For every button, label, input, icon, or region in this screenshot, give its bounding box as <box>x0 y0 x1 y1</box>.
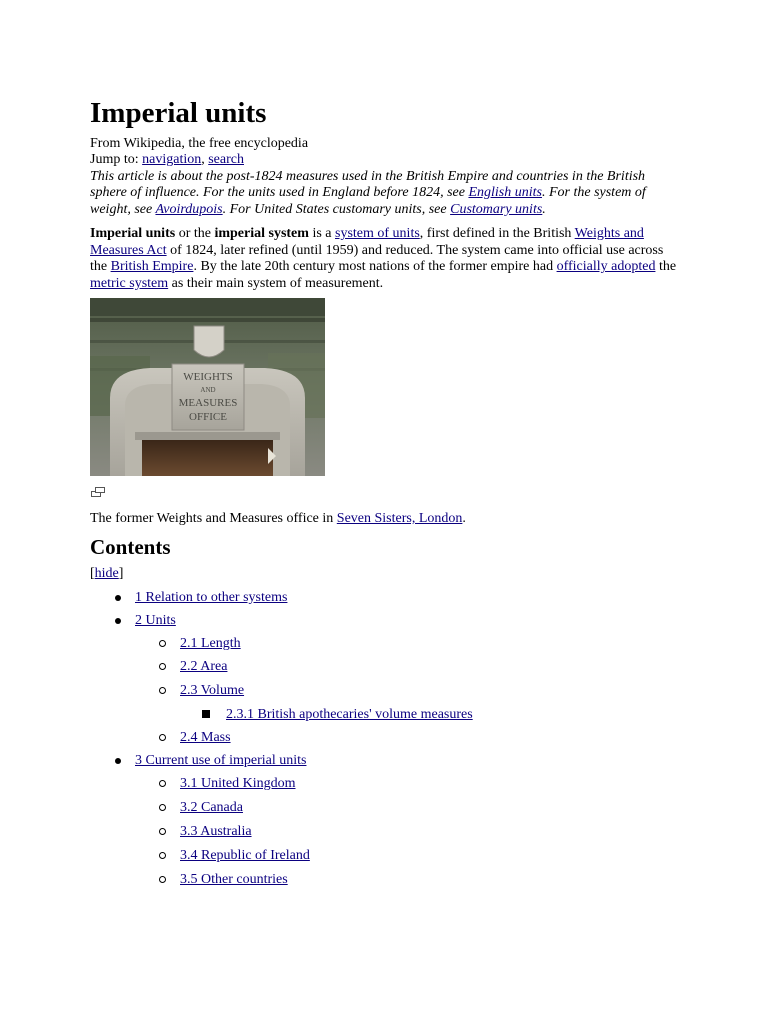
jump-separator: , <box>201 152 209 167</box>
circle-bullet-icon <box>159 780 166 787</box>
toc-item-link[interactable]: 3.5 Other countries <box>180 872 288 887</box>
intro-text-2: is a <box>308 226 335 241</box>
toc-item-link[interactable]: 1 Relation to other systems <box>135 590 288 605</box>
intro-text-7: as their main system of measurement. <box>168 275 384 291</box>
customary-units-link[interactable]: Customary units <box>450 201 543 217</box>
intro-text-1: or the <box>175 226 215 241</box>
disc-bullet-icon <box>115 595 121 601</box>
toc-item-link[interactable]: 3 Current use of imperial units <box>135 753 307 768</box>
circle-bullet-icon <box>159 852 166 859</box>
disc-bullet-icon <box>115 618 121 624</box>
circle-bullet-icon <box>159 640 166 647</box>
contents-toggle <box>90 566 123 583</box>
disc-bullet-icon <box>115 758 121 764</box>
seven-sisters-link[interactable]: Seven Sisters, London <box>336 511 463 526</box>
jump-prefix: Jump to: <box>90 152 143 167</box>
metric-system-link[interactable]: metric system <box>90 275 169 291</box>
circle-bullet-icon <box>159 734 166 741</box>
toc-item-link[interactable]: 2 Units <box>135 613 176 628</box>
hatnote-text-3: . For United States customary units, see <box>222 201 451 217</box>
contents-heading: Contents <box>90 535 171 559</box>
enlarge-icon[interactable] <box>90 486 106 498</box>
hatnote-text-2: . For the system of weight, see <box>90 185 646 217</box>
sign-line-1: WEIGHTS <box>183 371 233 383</box>
jump-links <box>90 152 682 169</box>
english-units-link[interactable]: English units <box>468 185 542 201</box>
hide-contents-link[interactable]: hide <box>94 566 119 581</box>
square-bullet-icon <box>202 710 210 718</box>
intro-text-3: , first defined in the British <box>419 226 575 241</box>
search-link[interactable]: search <box>208 152 244 167</box>
page-title: Imperial units <box>90 97 267 129</box>
circle-bullet-icon <box>159 804 166 811</box>
toc-item-link[interactable]: 3.2 Canada <box>180 800 243 815</box>
officially-adopted-link[interactable]: officially adopted <box>556 259 656 275</box>
toc-item-link[interactable]: 2.3.1 British apothecaries' volume measures <box>226 707 473 722</box>
british-empire-link[interactable]: British Empire <box>110 259 194 275</box>
hatnote-text-1: This article is about the post-1824 measures used in the British Empire and countries in the British sphere of influence. For the units used in England before 1824, see <box>90 168 646 201</box>
sign-line-4: OFFICE <box>189 411 227 423</box>
toc-item-link[interactable]: 2.1 Length <box>180 636 241 651</box>
site-subtitle: From Wikipedia, the free encyclopedia <box>90 136 309 151</box>
toggle-close-bracket: ] <box>118 566 124 581</box>
intro-paragraph <box>90 226 682 292</box>
avoirdupois-link[interactable]: Avoirdupois <box>155 201 223 217</box>
toc-item-link[interactable]: 2.2 Area <box>180 659 228 674</box>
sign-line-2: AND <box>200 386 216 394</box>
intro-bold-1: Imperial units <box>90 226 176 241</box>
toc-item-link[interactable]: 3.3 Australia <box>180 824 252 839</box>
system-of-units-link[interactable]: system of units <box>335 226 420 241</box>
hatnote <box>90 169 682 219</box>
weights-measures-act-link[interactable]: Weights and Measures Act <box>90 226 644 258</box>
circle-bullet-icon <box>159 876 166 883</box>
intro-text-6: the <box>655 259 677 275</box>
intro-text-5: . By the late 20th century most nations of the former empire had <box>193 259 557 275</box>
caption-end: . <box>462 511 466 526</box>
caption-text: The former Weights and Measures office in <box>90 511 337 526</box>
toc-item-link[interactable]: 2.4 Mass <box>180 730 231 745</box>
image-caption <box>90 511 682 528</box>
hatnote-text-4: . <box>542 201 546 217</box>
toc-item-link[interactable]: 3.4 Republic of Ireland <box>180 848 310 863</box>
intro-text-4: of 1824, later refined (until 1959) and reduced. The system came into official use across the <box>90 242 664 275</box>
circle-bullet-icon <box>159 663 166 670</box>
toggle-open-bracket: [ <box>90 566 95 581</box>
navigation-link[interactable]: navigation <box>142 152 202 167</box>
toc-item-link[interactable]: 2.3 Volume <box>180 683 245 698</box>
circle-bullet-icon <box>159 828 166 835</box>
intro-bold-2: imperial system <box>214 226 309 241</box>
toc-item-link[interactable]: 3.1 United Kingdom <box>180 776 296 791</box>
weights-measures-office-photo[interactable] <box>90 298 325 476</box>
sign-line-3: MEASURES <box>178 397 238 409</box>
circle-bullet-icon <box>159 687 166 694</box>
